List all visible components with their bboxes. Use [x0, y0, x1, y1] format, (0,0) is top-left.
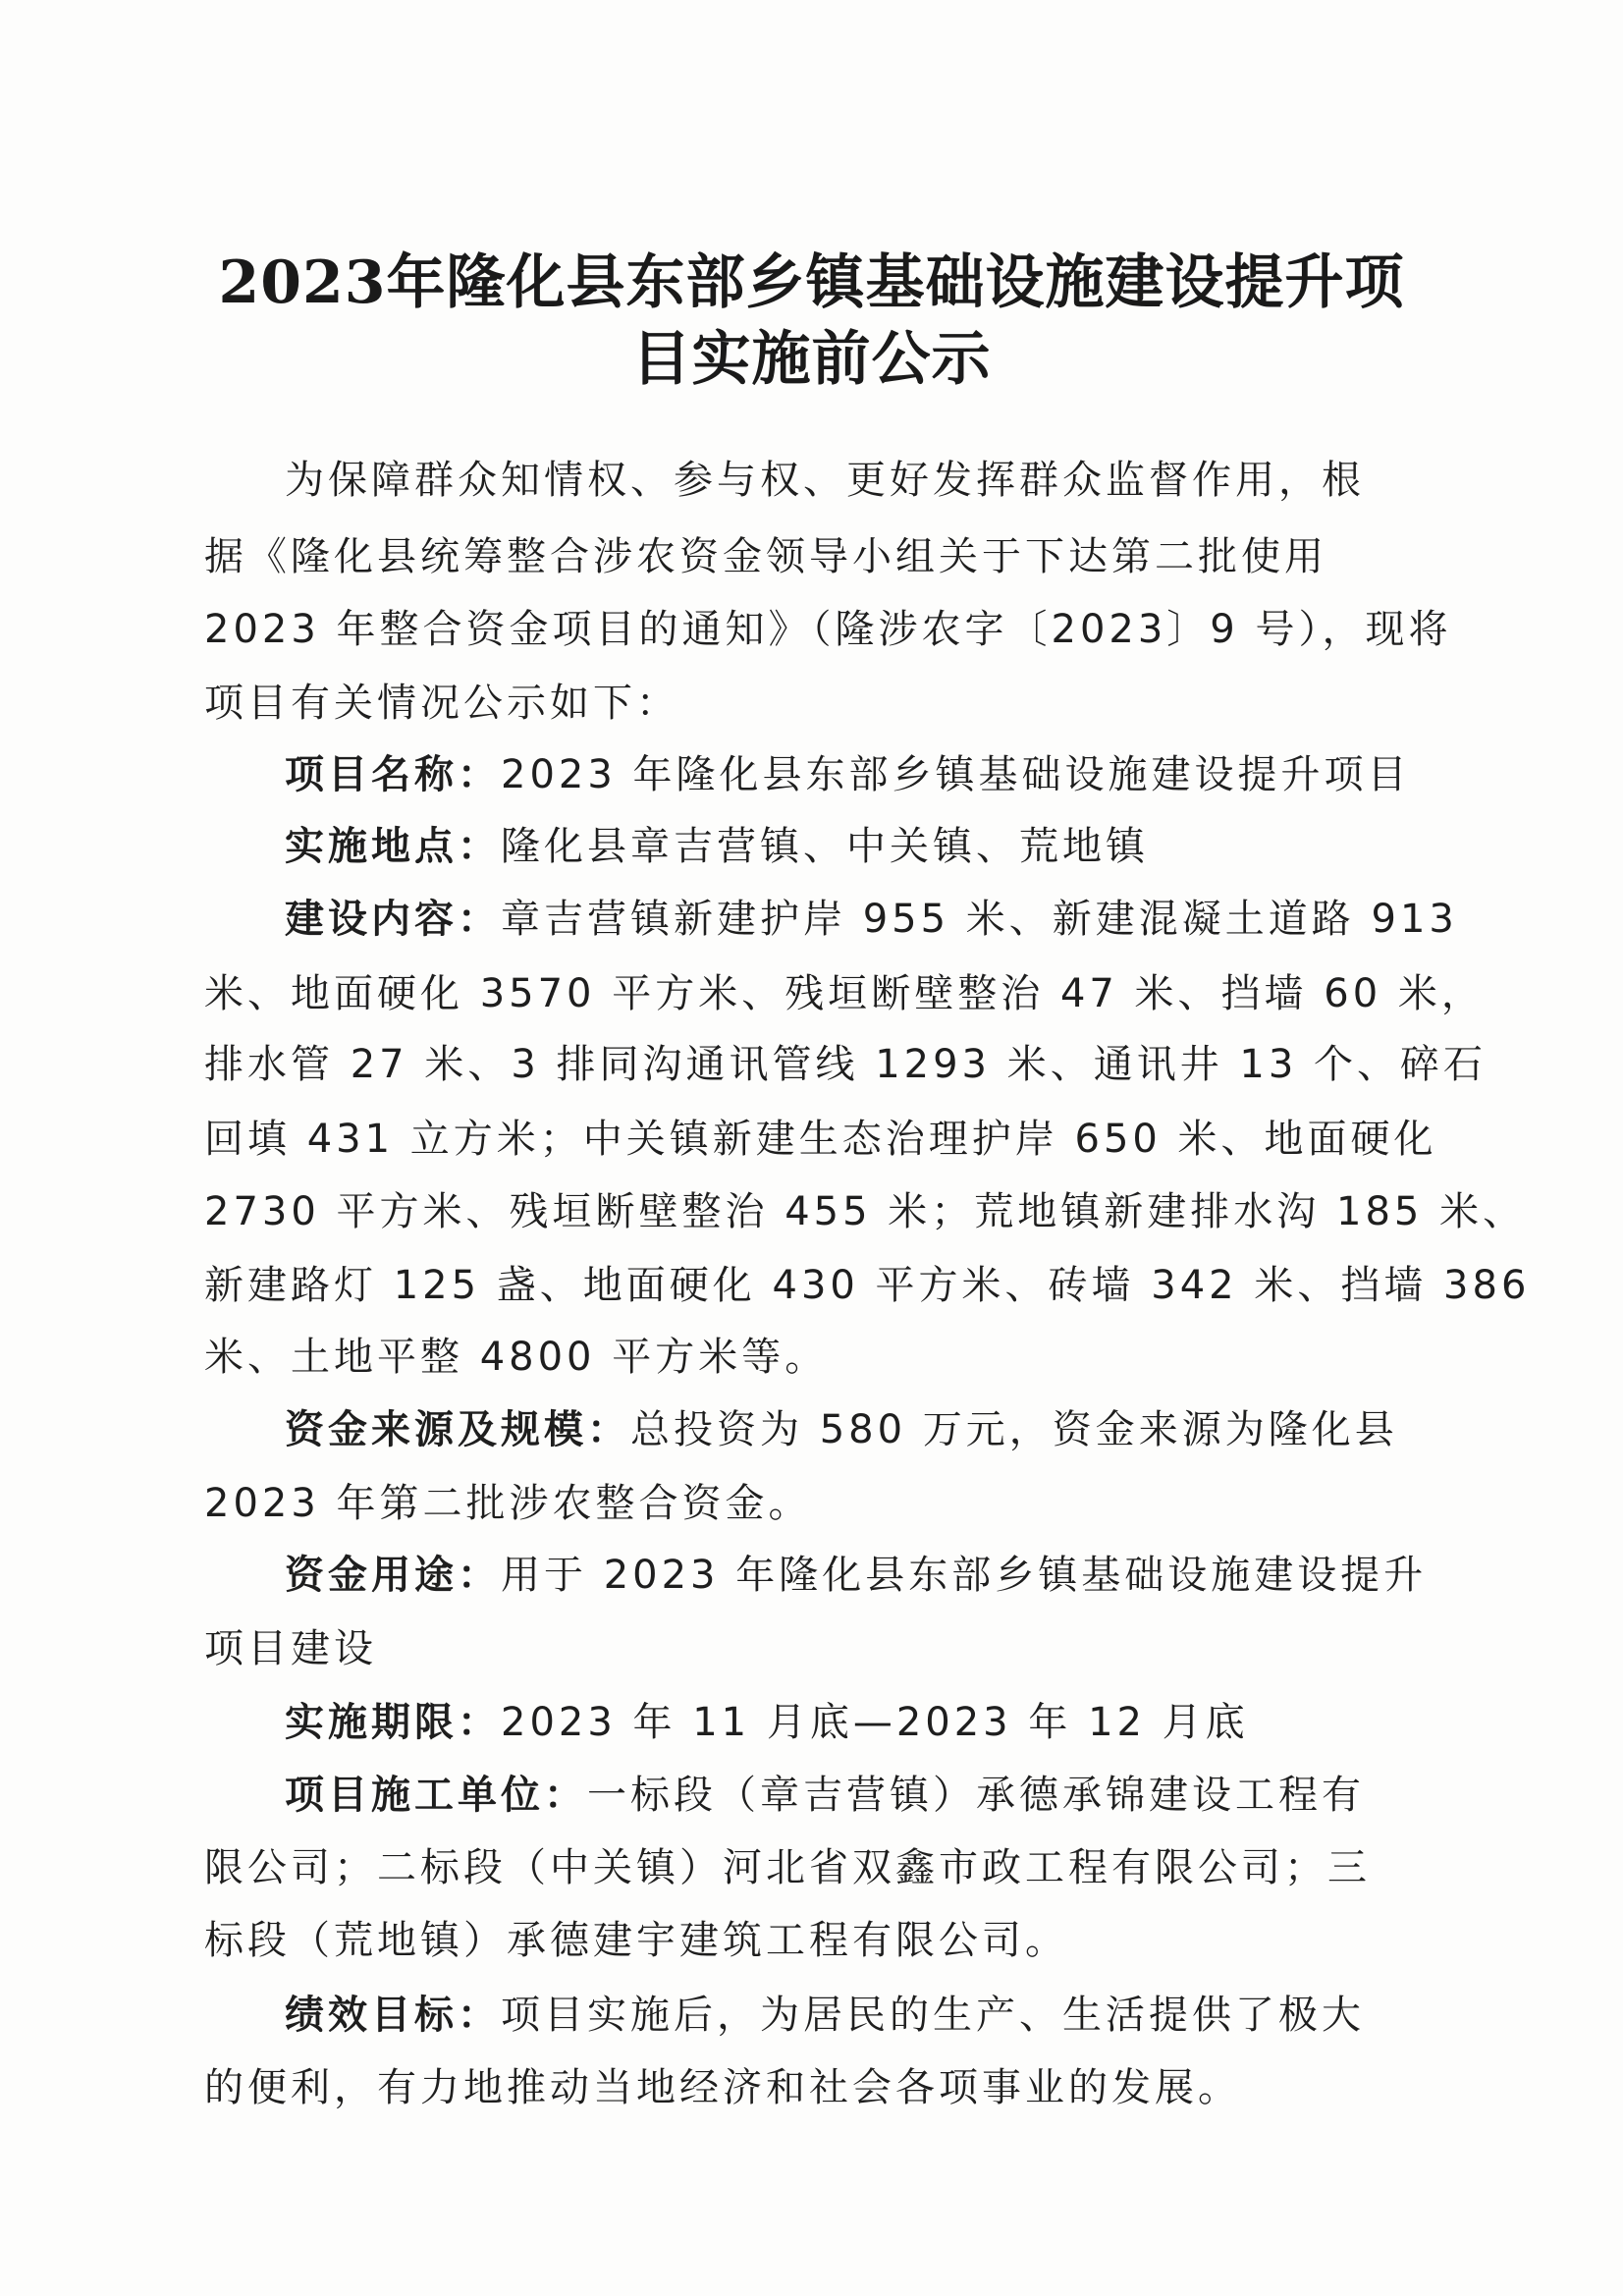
project-name-value: 2023 年隆化县东部乡镇基础设施建设提升项目	[501, 752, 1411, 797]
contractor-line-2: 限公司；二标段（中关镇）河北省双鑫市政工程有限公司；三	[204, 1845, 1371, 1890]
content-line-3: 排水管 27 米、3 排同沟通讯管线 1293 米、通讯井 13 个、碎石	[204, 1042, 1488, 1087]
document-title-line-2: 目实施前公示	[631, 325, 992, 394]
goal-line-2: 的便利，有力地推动当地经济和社会各项事业的发展。	[204, 2065, 1241, 2110]
content-label: 建设内容：	[285, 897, 501, 942]
content-line-4: 回填 431 立方米；中关镇新建生态治理护岸 650 米、地面硬化	[204, 1117, 1437, 1162]
project-name-row	[285, 751, 1411, 798]
period-value: 2023 年 11 月底—2023 年 12 月底	[501, 1700, 1249, 1745]
period-row	[285, 1699, 1249, 1746]
location-label: 实施地点：	[285, 824, 501, 869]
content-line-6: 新建路灯 125 盏、地面硬化 430 平方米、砖墙 342 米、挡墙 386	[204, 1263, 1531, 1308]
contractor-row	[285, 1772, 1365, 1819]
usage-first: 用于 2023 年隆化县东部乡镇基础设施建设提升	[501, 1553, 1428, 1598]
contractor-line-3: 标段（荒地镇）承德建宇建筑工程有限公司。	[204, 1918, 1068, 1963]
funding-label: 资金来源及规模：	[285, 1407, 630, 1452]
intro-line-2: 据《隆化县统筹整合涉农资金领导小组关于下达第二批使用	[204, 534, 1327, 579]
intro-line-3: 2023 年整合资金项目的通知》（隆涉农字〔2023〕9 号），现将	[204, 607, 1452, 652]
usage-label: 资金用途：	[285, 1553, 501, 1598]
funding-line-2: 2023 年第二批涉农整合资金。	[204, 1481, 812, 1526]
goal-row	[285, 1992, 1365, 2039]
content-line-7: 米、土地平整 4800 平方米等。	[204, 1335, 829, 1380]
funding-row	[285, 1406, 1398, 1453]
intro-line-1: 为保障群众知情权、参与权、更好发挥群众监督作用，根	[285, 458, 1365, 503]
contractor-first: 一标段（章吉营镇）承德承锦建设工程有	[587, 1773, 1365, 1818]
usage-line-2: 项目建设	[204, 1626, 377, 1671]
goal-label: 绩效目标：	[285, 1993, 501, 2038]
location-value: 隆化县章吉营镇、中关镇、荒地镇	[501, 824, 1149, 869]
content-line-5: 2730 平方米、残垣断壁整治 455 米；荒地镇新建排水沟 185 米、	[204, 1189, 1527, 1234]
intro-line-4: 项目有关情况公示如下：	[204, 681, 679, 726]
content-first: 章吉营镇新建护岸 955 米、新建混凝土道路 913	[501, 897, 1458, 942]
period-label: 实施期限：	[285, 1700, 501, 1745]
project-name-label: 项目名称：	[285, 752, 501, 797]
usage-row	[285, 1552, 1427, 1599]
document-title-line-1: 2023年隆化县东部乡镇基础设施建设提升项	[218, 248, 1405, 317]
content-line-2: 米、地面硬化 3570 平方米、残垣断壁整治 47 米、挡墙 60 米，	[204, 971, 1485, 1016]
location-row	[285, 823, 1149, 870]
goal-first: 项目实施后，为居民的生产、生活提供了极大	[501, 1993, 1365, 2038]
content-row	[285, 896, 1458, 943]
funding-first: 总投资为 580 万元，资金来源为隆化县	[630, 1407, 1398, 1452]
contractor-label: 项目施工单位：	[285, 1773, 587, 1818]
